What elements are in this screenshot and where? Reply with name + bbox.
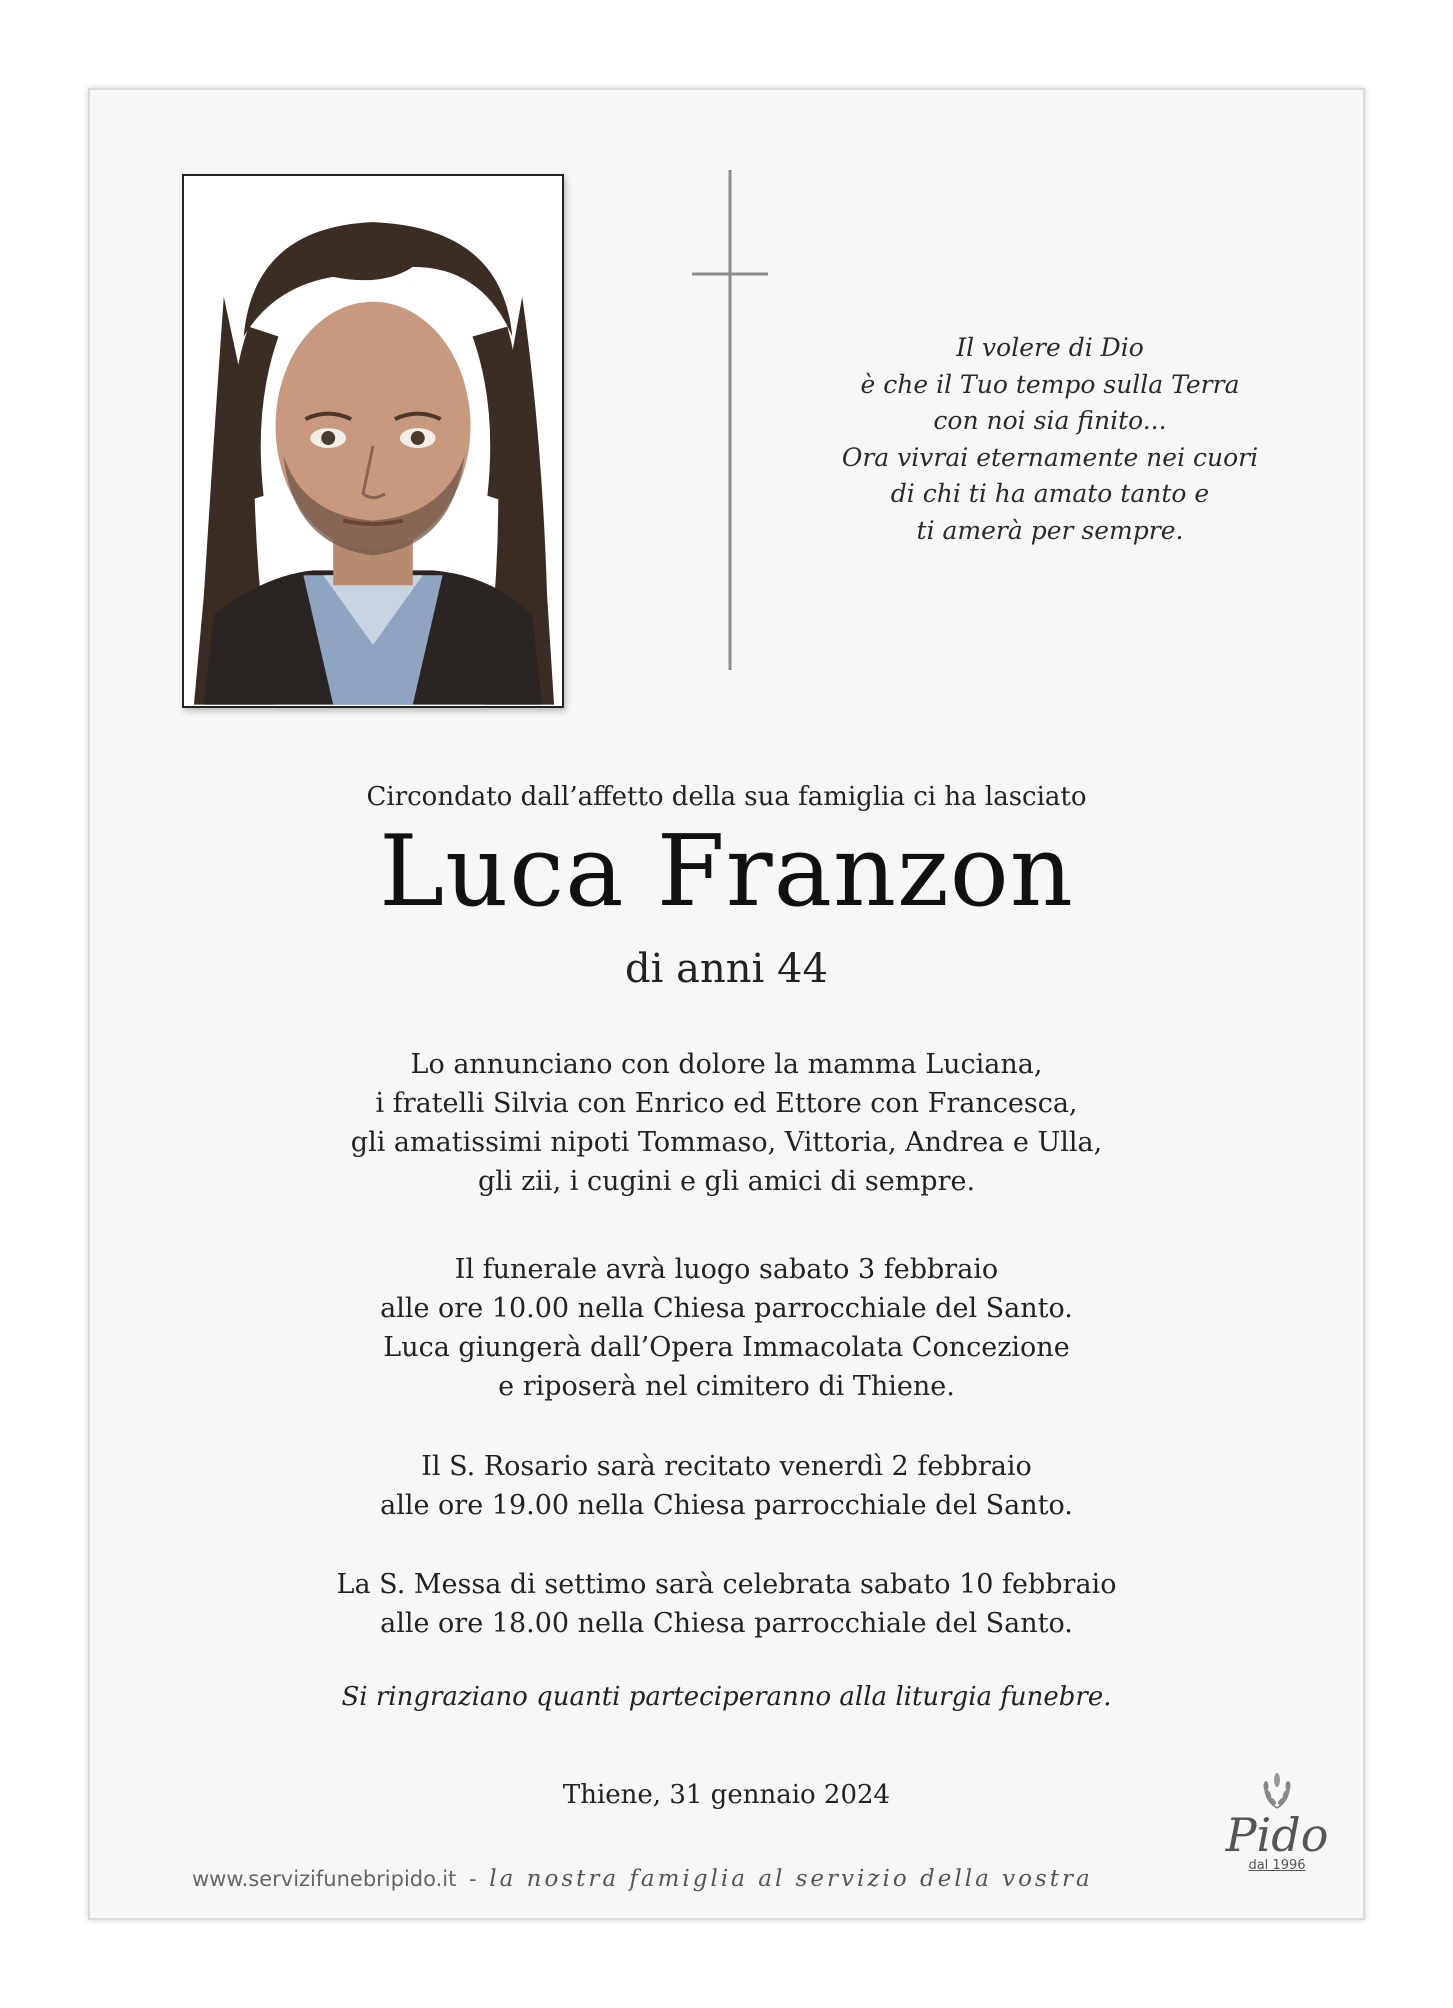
mass-line: La S. Messa di settimo sarà celebrata sabato 10 febbraio <box>336 1569 1117 1600</box>
funeral-paragraph <box>90 1250 1363 1406</box>
logo-name: Pido <box>1225 1808 1329 1862</box>
funeral-line: alle ore 10.00 nella Chiesa parrocchiale del Santo. <box>380 1293 1073 1324</box>
intro-text: Circondato dall’affetto della sua famiglia ci ha lasciato <box>366 782 1087 812</box>
footer-motto: la nostra famiglia al servizio della vostra <box>489 1866 1093 1892</box>
obituary-sheet <box>88 88 1365 1920</box>
funeral-home-logo <box>1212 1770 1342 1873</box>
announcement-line: gli zii, i cugini e gli amici di sempre. <box>477 1166 976 1197</box>
footer-separator: - <box>469 1867 477 1891</box>
mass-paragraph <box>90 1565 1363 1643</box>
poem-line: di chi ti ha amato tanto e <box>890 479 1210 509</box>
announcement-paragraph <box>90 1045 1363 1201</box>
announcement-line: Lo annunciano con dolore la mamma Luciana, <box>410 1049 1043 1080</box>
footer <box>192 1866 1093 1892</box>
cross-icon <box>690 170 770 670</box>
logo-since: dal 1996 <box>1248 1858 1306 1873</box>
poem <box>810 330 1290 550</box>
deceased-name: Luca Franzon <box>379 815 1074 929</box>
poem-line: Il volere di Dio <box>956 333 1144 362</box>
website-link[interactable]: www.servizifunebripido.it <box>192 1867 457 1891</box>
thanks-text: Si ringraziano quanti parteciperanno alla liturgia funebre. <box>341 1682 1112 1712</box>
funeral-line: Luca giungerà dall’Opera Immacolata Concezione <box>383 1332 1070 1363</box>
rosary-line: Il S. Rosario sarà recitato venerdì 2 febbraio <box>421 1451 1032 1482</box>
announcement-line: i fratelli Silvia con Enrico ed Ettore con Francesca, <box>375 1088 1078 1119</box>
poem-line: è che il Tuo tempo sulla Terra <box>860 369 1240 399</box>
mass-line: alle ore 18.00 nella Chiesa parrocchiale del Santo. <box>380 1608 1073 1639</box>
rosary-paragraph <box>90 1447 1363 1525</box>
place-date: Thiene, 31 gennaio 2024 <box>562 1780 891 1810</box>
portrait-photo <box>182 174 564 708</box>
wreath-icon <box>1260 1770 1294 1810</box>
poem-line: ti amerà per sempre. <box>916 515 1184 545</box>
poem-line: con noi sia finito... <box>933 406 1167 436</box>
deceased-age: di anni 44 <box>625 946 828 992</box>
funeral-line: Il funerale avrà luogo sabato 3 febbraio <box>454 1254 999 1285</box>
portrait-illustration <box>184 176 562 706</box>
poem-line: Ora vivrai eternamente nei cuori <box>841 442 1259 472</box>
funeral-line: e riposerà nel cimitero di Thiene. <box>498 1371 955 1402</box>
rosary-line: alle ore 19.00 nella Chiesa parrocchiale del Santo. <box>380 1490 1073 1521</box>
announcement-line: gli amatissimi nipoti Tommaso, Vittoria, Andrea e Ulla, <box>350 1127 1103 1158</box>
